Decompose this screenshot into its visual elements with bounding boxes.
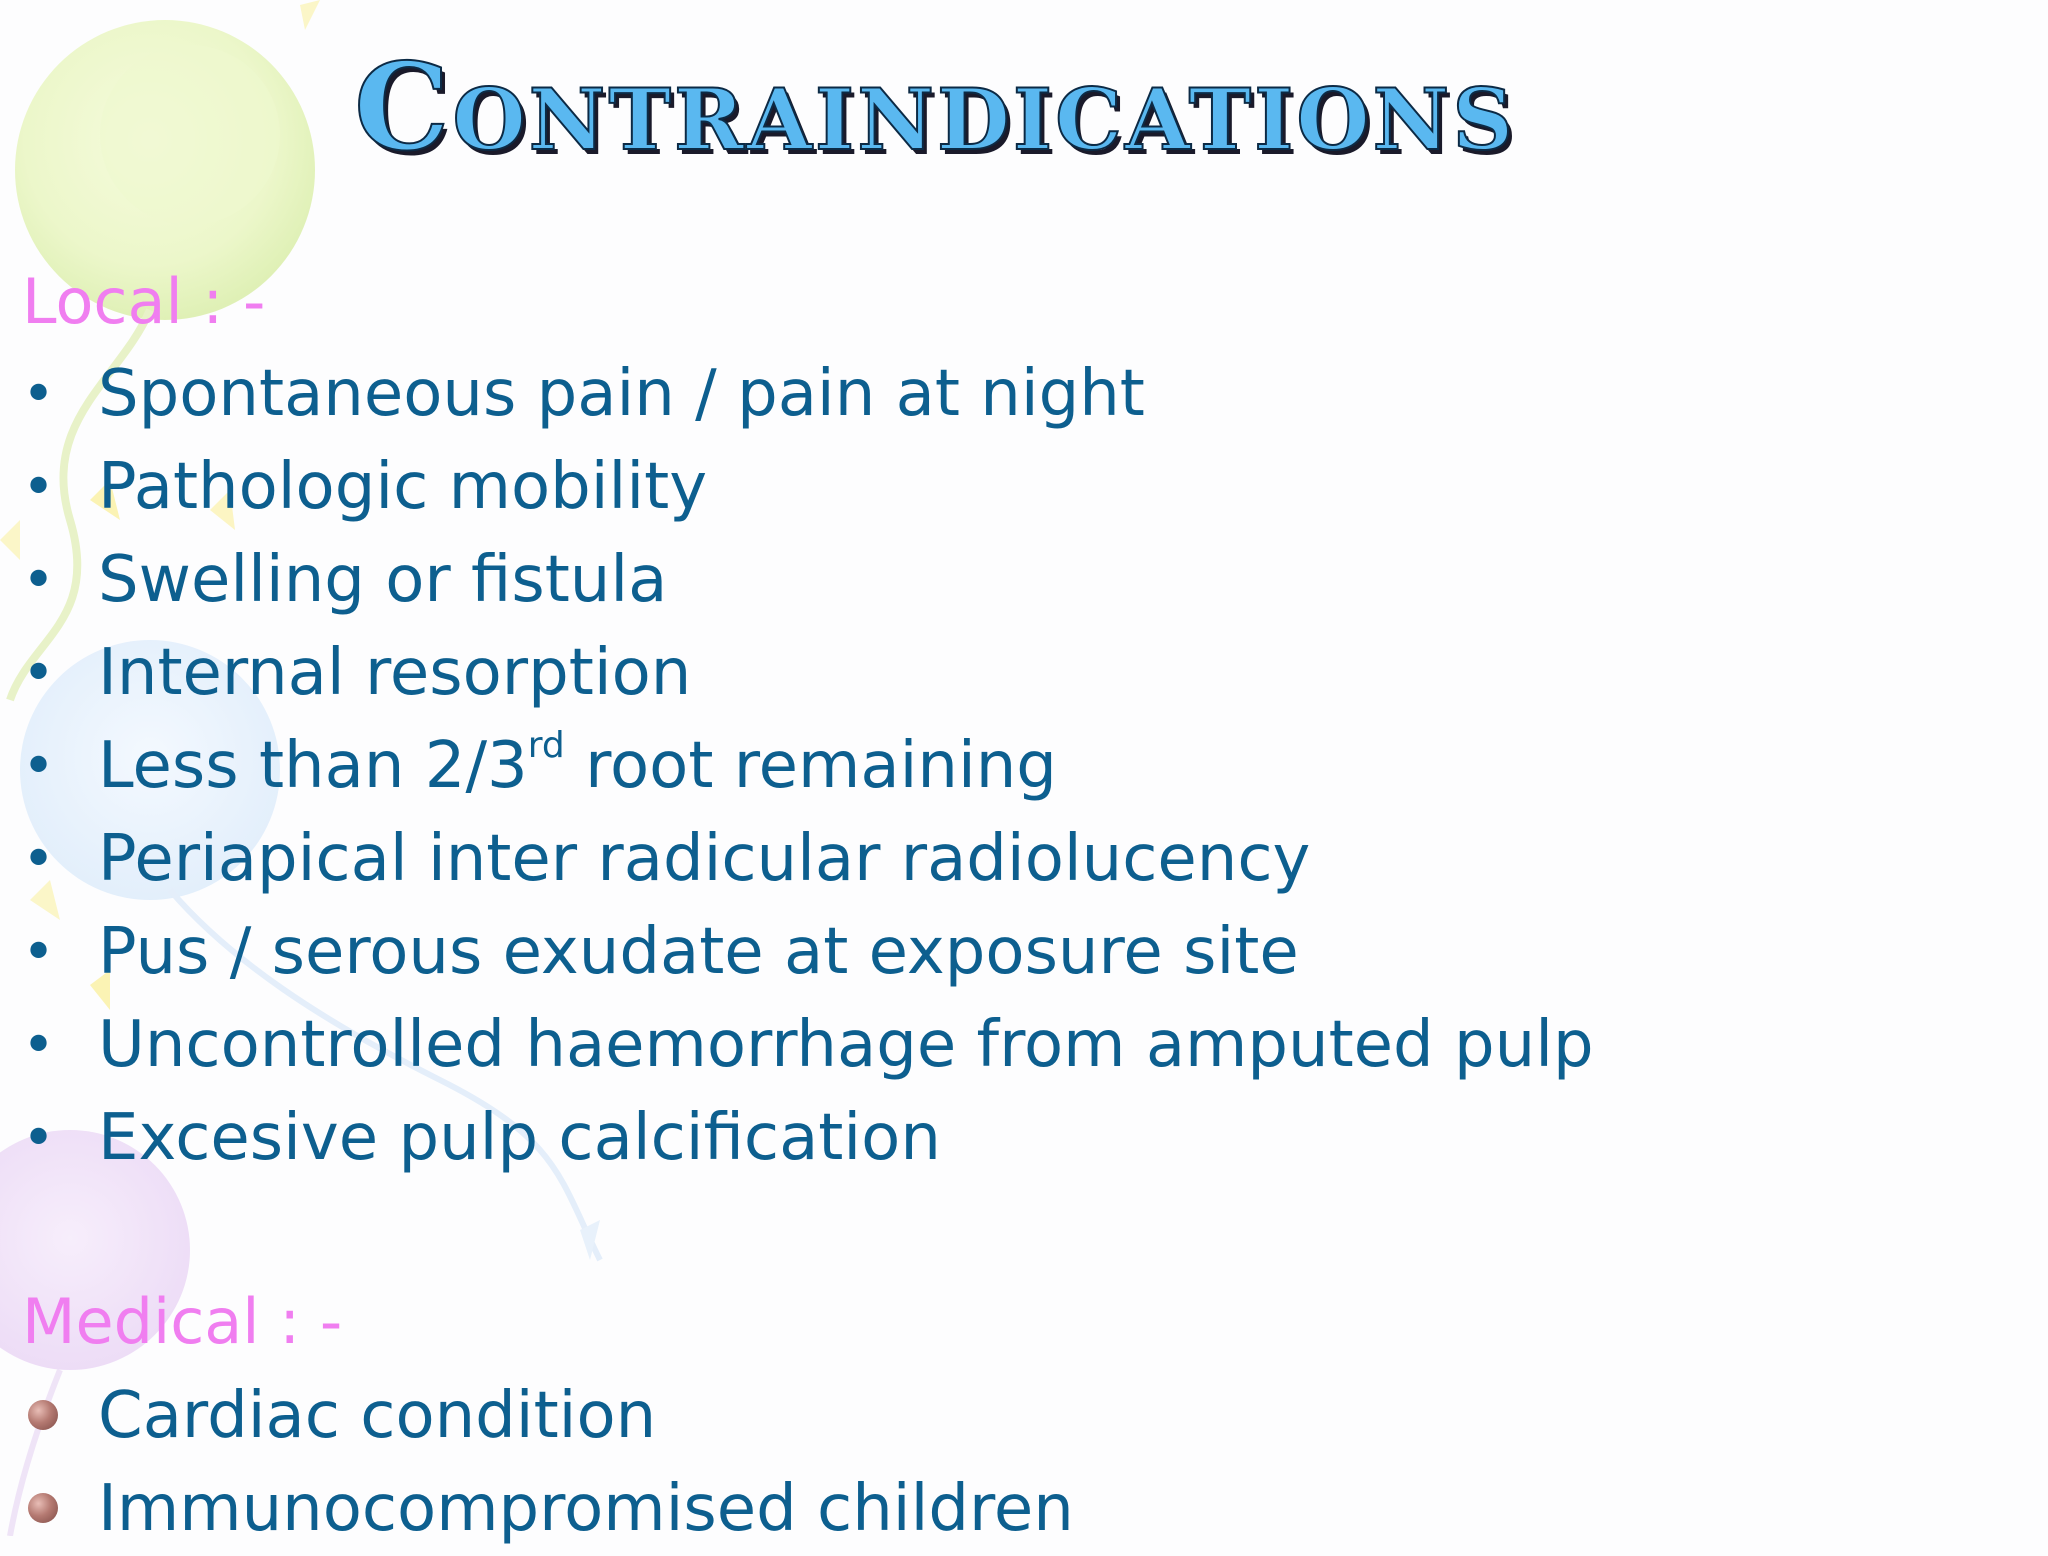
list-item-text: Cardiac condition [98,1379,657,1453]
bullet-dot-icon: • [22,362,56,427]
local-section-label: Local : - [22,265,266,338]
ordinal-superscript: rd [527,724,565,766]
list-item [0,1092,1594,1185]
list-item-text-before: Less than 2/3 [98,729,528,803]
list-item [0,348,1594,441]
list-item-text: Immunocompromised children [98,1472,1074,1546]
bullet-dot-icon: • [22,1013,56,1078]
list-item-text: Periapical inter radicular radiolucency [98,822,1311,896]
bullet-dot-icon: • [22,827,56,892]
list-item [0,720,1594,813]
list-item-text-after: root remaining [564,729,1057,803]
list-item [0,999,1594,1092]
list-item-text: Pus / serous exudate at exposure site [98,915,1299,989]
list-item [0,906,1594,999]
sphere-bullet-icon [28,1400,58,1430]
list-item-text: Uncontrolled haemorrhage from amputed pulp [98,1008,1594,1082]
list-item [0,441,1594,534]
list-item [0,534,1594,627]
sphere-bullet-icon [28,1493,58,1523]
bullet-dot-icon: • [22,734,56,799]
bullet-dot-icon: • [22,455,56,520]
list-item-text: Internal resorption [98,636,692,710]
list-item [0,813,1594,906]
list-item [0,627,1594,720]
bullet-dot-icon: • [22,641,56,706]
list-item-text: Swelling or fistula [98,543,668,617]
slide-title: Contraindications [353,37,1516,178]
medical-section-label: Medical : - [22,1285,343,1358]
bullet-dot-icon: • [22,548,56,613]
list-item [0,1370,1074,1463]
bullet-dot-icon: • [22,1106,56,1171]
bullet-dot-icon: • [22,920,56,985]
local-contraindications-list [0,348,1594,1185]
list-item [0,1463,1074,1556]
list-item-text: Excesive pulp calcification [98,1101,941,1175]
medical-contraindications-list [0,1370,1074,1556]
list-item-text: Spontaneous pain / pain at night [98,357,1145,431]
list-item-text: Pathologic mobility [98,450,708,524]
